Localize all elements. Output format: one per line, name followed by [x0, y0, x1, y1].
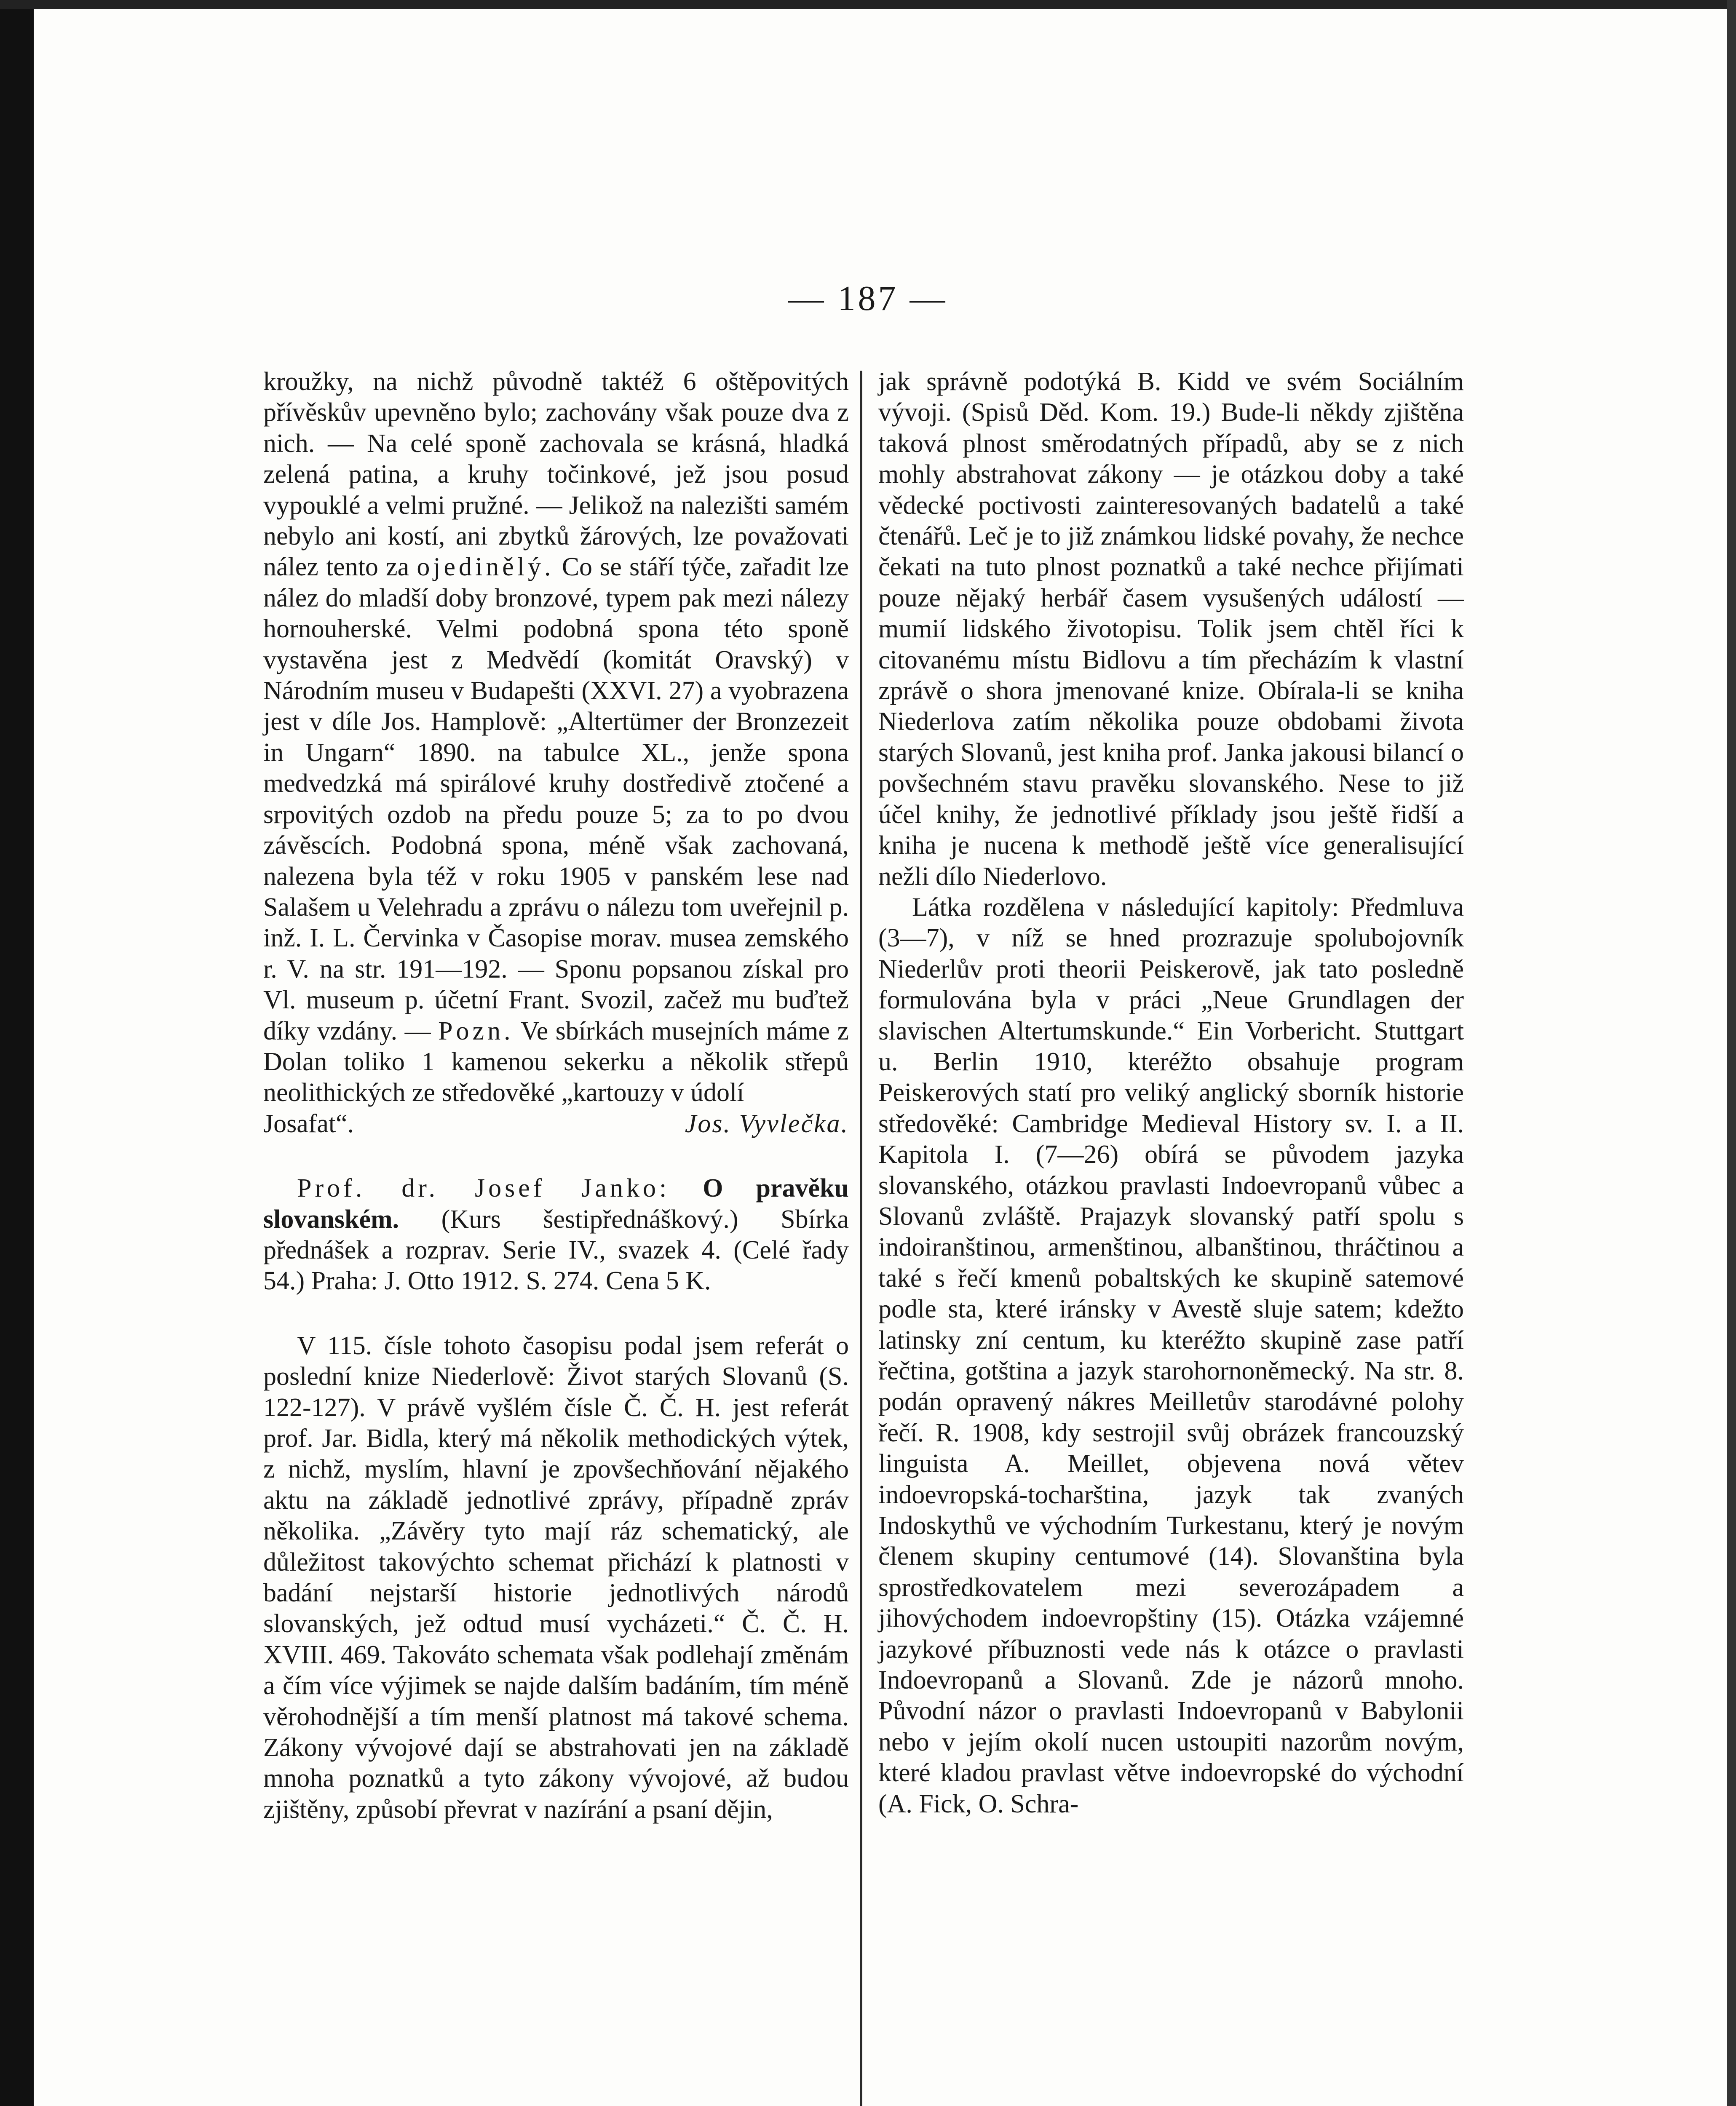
pozn-label: Pozn. — [438, 1016, 514, 1045]
pozn-text: Ve sbírkách musejních máme z Dolan toliko 1 kamenou sekerku a několik střepů neolithických ze středověké „kartouzy v údolí — [263, 1016, 849, 1107]
left-paragraph-1 — [263, 366, 849, 1109]
left-para1-text: kroužky, na nichž původně taktéž 6 oštěpovitých přívěskův upevněno bylo; zachovány však pouze dva z nich. — Na celé sponě zachovala se krásná, hladká zelená patina, a kruhy točinkové, jež jsou posud vypouklé a velmi pružné. — Jelikož na nalezišti samém nebylo ani kostí, ani zbytků žárových, lze považovati nález tento za — [263, 367, 849, 582]
right-paragraph-2: Látka rozdělena v následující kapitoly: Předmluva (3—7), v níž se hned prozrazuje spolubojovník Niederlův proti theorii Peiskerově, jak tato posledně formulována byla v práci „Neue Grundlagen der slavischen Altertumskunde.“ Ein Vorbericht. Stuttgart u. Berlin 1910, kteréžto obsahuje program Peiskerových statí pro veliký anglický sborník historie středověké: Cambridge Medieval History sv. I. a II. Kapitola I. (7—26) obírá se původem jazyka slovanského, otázkou pravlasti Indoevropanů vůbec a Slovanů zvláště. Prajazyk slovanský patří spolu s indoiranštinou, armenštinou, albanštinou, thráčtinou a také s řečí kmenů pobaltských ke skupině satemové podle sta, které iránsky v Avestě sluje satem; kdežto latinsky zní centum, ku kteréžto skupině zase patří řečtina, gotština a jazyk starohornoněmecký. Na str. 8. podán opravený nákres Meilletův starodávné polohy řečí. R. 1908, kdy sestrojil svůj obrázek francouzský linguista A. Meillet, objevena nová větev indoevropská-tocharština, jazyk tak zvaných Indoskythů ve východním Turkestanu, který je novým členem skupiny centumové (14). Slovanština byla sprostředkovatelem mezi severozápadem a jihovýchodem indoevropštiny (15). Otázka vzájemné jazykové příbuznosti vede nás k otázce o pravlasti Indoevropanů a Slovanů. Zde je názorů mnoho. Původní názor o pravlasti Indoevropanů v Babylonii nebo v jejím okolí nucen ustoupiti nazorům novým, které kladou pravlast větve indoevropské do východní (A. Fick, O. Schra- — [878, 893, 1464, 1818]
signature-row — [263, 1109, 849, 1139]
right-column — [878, 366, 1464, 1820]
page-number: — 187 — — [788, 279, 948, 318]
pozn-last-line: Josafat“. — [263, 1109, 354, 1138]
review-bibliography: (Kurs šestipřednáškový.) Sbírka přednášek a rozprav. Serie IV., svazek 4. (Celé řady 54.) Praha: J. Otto 1912. S. 274. Cena 5 K. — [263, 1205, 849, 1296]
column-divider — [860, 371, 862, 2106]
review-heading — [263, 1173, 849, 1297]
author-signature: Jos. Vyvlečka. — [685, 1109, 849, 1138]
scan-edge-top — [0, 0, 1736, 9]
review-title: O pravěku slovanském. — [263, 1174, 849, 1234]
review-author: Prof. dr. Josef Janko: — [297, 1174, 670, 1203]
left-para1-text-b: Co se stáří týče, zařadit lze nález do mladší doby bronzové, typem pak mezi nálezy hornouherské. Velmi podobná spona této sponě vystavěna jest z Medvědí (komitát Oravský) v Národním museu v Budapešti (XXVI. 27) a vyobrazena jest v díle Jos. Hamplově: „Altertümer der Bronzezeit in Ungarn“ 1890. na tabulce XL., jenže spona medvedzká má spirálové kruhy dostředivě ztočené a srpovitých ozdob na předu pouze 5; za to po dvou závěscích. Podobná spona, méně však zachovaná, nalezena byla též v roku 1905 v panském lese nad Salašem u Velehradu a zprávu o nálezu tom uveřejnil p. inž. I. L. Červinka v Časopise morav. musea zemského r. V. na str. 191—192. — Sponu popsanou získal pro Vl. museum p. účetní Frant. Svozil, začež mu buďtež díky vzdány. — — [263, 553, 849, 1045]
left-column — [263, 366, 849, 1825]
right-paragraph-1: jak správně podotýká B. Kidd ve svém Sociálním vývoji. (Spisů Děd. Kom. 19.) Bude-li někdy zjištěna taková plnost směrodatných případů, aby se z nich mohly abstrahovat zákony — je otázkou doby a také vědecké poctivosti zainteresovaných badatelů a také čtenářů. Leč je to již známkou lidské povahy, že nechce čekati na tuto plnost poznatků a také nechce přijímati pouze nějaký herbář časem vysušených událostí — mumií lidského životopisu. Tolik jsem chtěl říci k citovanému místu Bidlovu a tím přecházím k vlastní zprávě o shora jmenované knize. Obírala-li se kniha Niederlova zatím několika pouze obdobami života starých Slovanů, jest kniha prof. Janka jakousi bilancí o povšechném stavu pravěku slovanského. Nese to již účel knihy, že jednotlivé příklady jsou ještě řidší a kniha je nucena k methodě ještě více generalisující nežli dílo Niederlovo. — [878, 367, 1464, 891]
emphasis-ojedinely: ojedinělý. — [417, 553, 554, 582]
left-paragraph-3: V 115. čísle tohoto časopisu podal jsem referát o poslední knize Niederlově: Život starých Slovanů (S. 122-127). V právě vyšlém čísle Č. Č. H. jest referát prof. Jar. Bidla, který má několik methodických výtek, z nichž, myslím, hlavní je zpovšechňování nějakého aktu na základě jednotlivé zprávy, případně zpráv několika. „Závěry tyto mají ráz schematický, ale důležitost takovýchto schemat přichází k platnosti v badání nejstarší historie jednotlivých národů slovanských, jež odtud musí vycházeti.“ Č. Č. H. XVIII. 469. Takováto schemata však podlehají změnám a čím více výjimek se najde dalším badáním, tím méně věrohodnější a tím menší platnost má takové schema. Zákony vývojové dají se abstrahovati jen na základě mnoha poznatků a tyto zákony vývojové, až budou zjištěny, způsobí převrat v nazírání a psaní dějin, — [263, 1331, 849, 1824]
